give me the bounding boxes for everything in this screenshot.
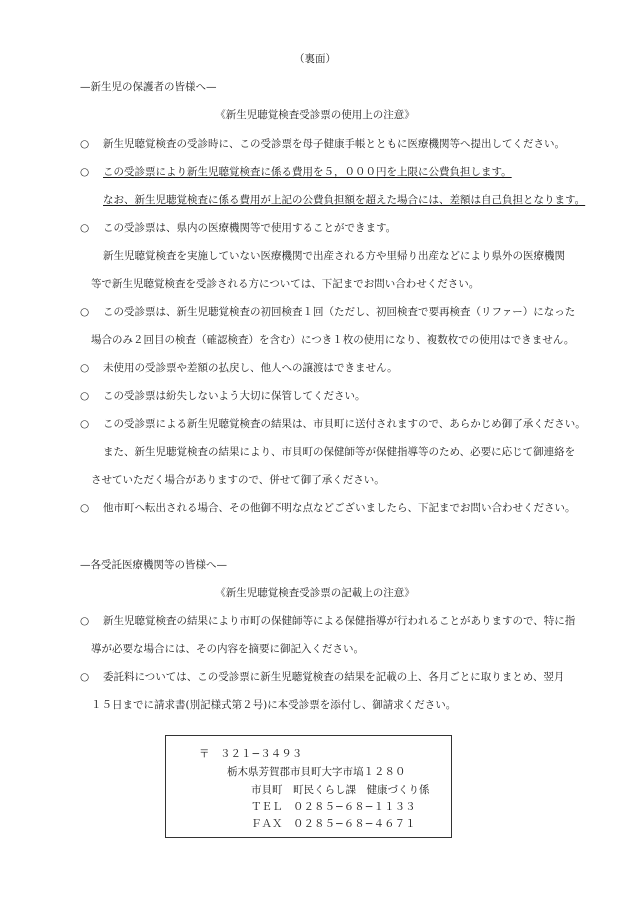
contact-tel: ＴＥＬ ０２８５−６８−１１３３	[251, 801, 416, 813]
item-text: 新生児聴覚検査を実施していない医療機関で出産される方や里帰り出産などにより県外の医療機関	[103, 250, 565, 262]
item-text: 委託料については、この受診票に新生児聴覚検査の結果を記載の上、各月ごとに取りまとめ、翌月	[103, 671, 565, 683]
back-side-label: （裏面）	[294, 53, 336, 65]
usage-notes-title: 《新生児聴覚検査受診票の使用上の注意》	[215, 109, 415, 121]
item-text: 他市町へ転出される場合、その他御不明な点などございましたら、下記までお問い合わせください。	[103, 502, 576, 514]
item-text: 場合のみ２回目の検査（確認検査）を含む）につき１枚の使用になり、複数枚での使用はできません。	[91, 334, 575, 346]
bullet-mark: ○	[80, 222, 90, 234]
item-text: 新生児聴覚検査の受診時に、この受診票を母子健康手帳とともに医療機関等へ提出してください。	[103, 138, 565, 150]
item-text: この受診票は、県内の医療機関等で使用することができます。	[103, 222, 397, 234]
item-text: 導が必要な場合には、その内容を摘要に御記入ください。	[91, 643, 364, 655]
bullet-mark: ○	[80, 166, 90, 178]
bullet-mark: ○	[80, 362, 90, 374]
bullet-mark: ○	[80, 306, 90, 318]
item-text: この受診票は、新生児聴覚検査の初回検査１回（ただし、初回検査で要再検査（リファー）になった	[103, 306, 576, 318]
bullet-mark: ○	[80, 418, 90, 430]
item-text: させていただく場合がありますので、併せて御了承ください。	[91, 474, 385, 486]
item-text: 新生児聴覚検査の結果により市町の保健師等による保健指導が行われることがありますので、特に指	[103, 615, 576, 627]
guardians-heading: —新生児の保護者の皆様へ—	[80, 81, 217, 93]
item-text: この受診票は紛失しないよう大切に保管してください。	[103, 390, 366, 402]
contact-department: 市貝町 町民くらし課 健康づくり係	[251, 784, 430, 796]
item-text: この受診票による新生児聴覚検査の結果は、市貝町に送付されますので、あらかじめ御了承ください。	[103, 418, 586, 430]
institutions-heading: —各受託医療機関等の皆様へ—	[80, 559, 227, 571]
contact-address: 栃木県芳賀郡市貝町大字市塙１２８０	[227, 766, 406, 778]
item-text: なお、新生児聴覚検査に係る費用が上記の公費負担額を超えた場合には、差額は自己負担となります。	[103, 194, 586, 206]
item-text: また、新生児聴覚検査の結果により、市貝町の保健師等が保健指導等のため、必要に応じて御連絡を	[103, 446, 576, 458]
bullet-mark: ○	[80, 615, 90, 627]
item-text: 未使用の受診票や差額の払戻し、他人への譲渡はできません。	[103, 362, 398, 374]
entry-notes-title: 《新生児聴覚検査受診票の記載上の注意》	[215, 587, 415, 599]
bullet-mark: ○	[80, 502, 90, 514]
contact-fax: ＦＡＸ ０２８５−６８−４６７１	[251, 818, 416, 830]
bullet-mark: ○	[80, 390, 90, 402]
item-text: この受診票により新生児聴覚検査に係る費用を５，０００円を上限に公費負担します。	[103, 166, 512, 178]
bullet-mark: ○	[80, 671, 90, 683]
postal-code: 〒 ３２１−３４９３	[199, 748, 303, 760]
contact-box	[165, 735, 452, 838]
item-text: 等で新生児聴覚検査を受診される方については、下記までお問い合わせください。	[91, 278, 480, 290]
item-text: １５日までに請求書(別記様式第２号)に本受診票を添付し、御請求ください。	[91, 699, 457, 711]
bullet-mark: ○	[80, 138, 90, 150]
